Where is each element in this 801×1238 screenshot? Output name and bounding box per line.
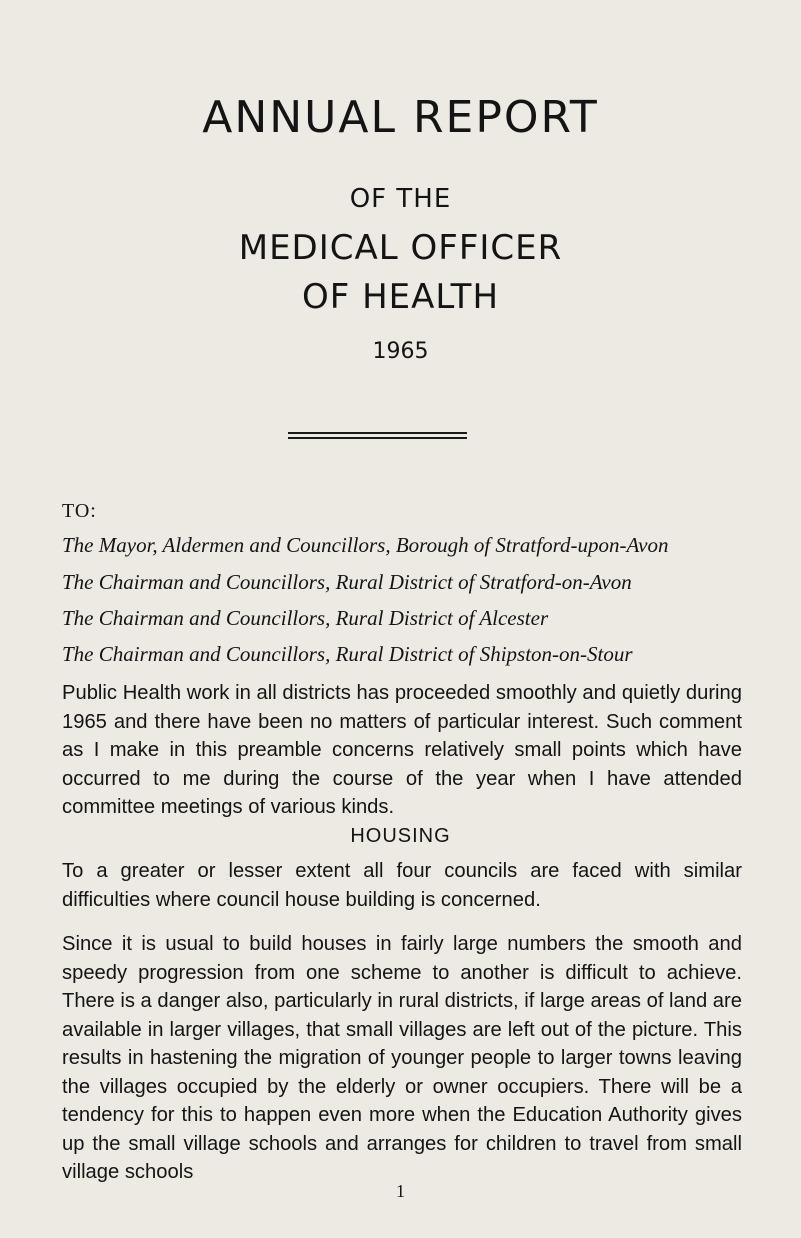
report-title: ANNUAL REPORT: [202, 92, 599, 143]
report-subtitle-medical-officer: MEDICAL OFFICER: [238, 228, 563, 268]
addressee-line: The Chairman and Councillors, Rural District of Alcester: [62, 606, 549, 630]
addressee-line: The Chairman and Councillors, Rural District of Stratford-on-Avon: [62, 570, 632, 594]
page-number: 1: [396, 1181, 405, 1201]
report-subtitle-of-the: OF THE: [349, 184, 452, 214]
title-divider-bottom: [288, 437, 467, 439]
report-subtitle-of-health: OF HEALTH: [301, 277, 500, 317]
report-year: 1965: [372, 339, 429, 364]
section-heading-housing: HOUSING: [350, 825, 451, 847]
intro-paragraph: Public Health work in all districts has proceeded smoothly and quietly during 1965 and there have been no matters of particular interest. Such comment as I make in this preamble concerns relatively small points which have occurred to me during the course of the year when I have attended committee meetings of various kinds.: [62, 682, 742, 818]
housing-paragraph-2: Since it is usual to build houses in fairly large numbers the smooth and speedy progression from one scheme to another is difficult to achieve. There is a danger also, particularly in rural districts, if large areas of land are available in larger villages, that small villages are left out of the picture. This results in hastening the migration of younger people to larger towns leaving the villages occupied by the elderly or owner occupiers. There will be a tendency for this to happen even more when the Education Authority gives up the small village schools and arranges for children to travel from small village schools: [62, 933, 742, 1183]
housing-paragraph-1: To a greater or lesser extent all four councils are faced with similar difficulties where council house building is concerned.: [62, 860, 742, 911]
addressee-line: The Chairman and Councillors, Rural District of Shipston-on-Stour: [62, 642, 633, 666]
addressee-line: The Mayor, Aldermen and Councillors, Borough of Stratford-upon-Avon: [62, 533, 669, 557]
title-divider-top: [288, 432, 467, 434]
to-label: TO:: [62, 500, 97, 522]
